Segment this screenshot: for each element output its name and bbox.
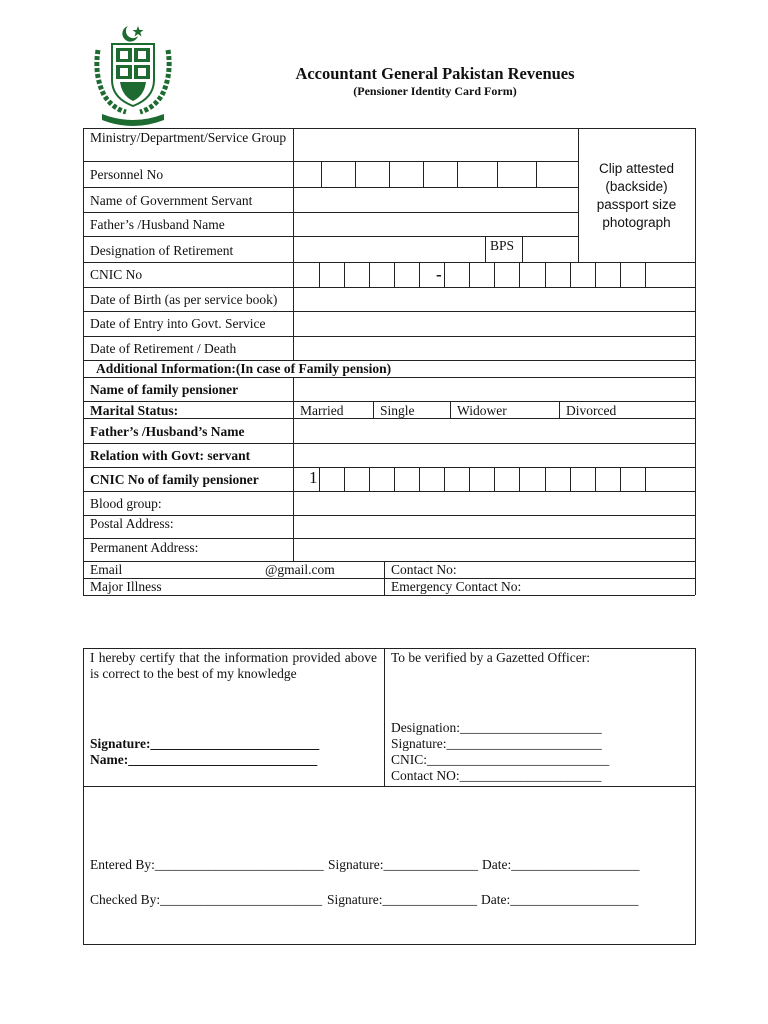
entered-date: Date:___________________	[482, 857, 640, 872]
contact-no-label: Contact No:	[391, 562, 457, 577]
postal-address-label: Postal Address:	[90, 516, 174, 531]
major-illness-label: Major Illness	[90, 579, 162, 594]
government-servant-name-label: Name of Government Servant	[90, 193, 253, 208]
checked-signature: Signature:______________	[327, 892, 477, 907]
bps-label: BPS	[490, 238, 515, 253]
ministry-label: Ministry/Department/Service Group	[90, 130, 287, 145]
officer-signature: Signature:_______________________	[391, 736, 602, 751]
personnel-no-label: Personnel No	[90, 167, 164, 182]
cnic-dash: -	[436, 265, 442, 284]
marital-option-single: Single	[380, 403, 415, 418]
family-cnic-label: CNIC No of family pensioner	[90, 472, 259, 487]
verify-heading: To be verified by a Gazetted Officer:	[391, 650, 590, 665]
officer-designation: Designation:_____________________	[391, 720, 602, 735]
officer-contact: Contact NO:_____________________	[391, 768, 602, 783]
photo-placeholder: Clip attested (backside) passport size photograph	[596, 161, 677, 230]
pakistan-state-emblem-icon	[90, 20, 176, 132]
marital-status-label: Marital Status:	[90, 403, 179, 418]
email-domain: @gmail.com	[265, 562, 335, 577]
permanent-address-label: Permanent Address:	[90, 540, 199, 555]
entered-signature: Signature:______________	[328, 857, 478, 872]
father-husband-name-label: Father’s /Husband Name	[90, 217, 225, 232]
marital-option-divorced: Divorced	[566, 403, 617, 418]
family-pension-heading: Additional Information:(In case of Family pension)	[96, 361, 392, 376]
checked-date: Date:___________________	[481, 892, 639, 907]
cnic-label: CNIC No	[90, 267, 143, 282]
certify-name: Name:____________________________	[90, 752, 318, 767]
page-title: Accountant General Pakistan Revenues	[295, 64, 575, 83]
family-father-husband-label: Father’s /Husband’s Name	[90, 424, 245, 439]
relation-label: Relation with Govt: servant	[90, 448, 251, 463]
family-cnic-first-digit: 1	[309, 468, 318, 487]
page-subtitle: (Pensioner Identity Card Form)	[353, 84, 517, 98]
blood-group-label: Blood group:	[90, 496, 162, 511]
family-pensioner-name-label: Name of family pensioner	[90, 382, 239, 397]
checked-by: Checked By:________________________	[90, 892, 323, 907]
email-label: Email	[90, 562, 123, 577]
date-of-birth-label: Date of Birth (as per service book)	[90, 292, 278, 307]
marital-option-married: Married	[300, 403, 344, 418]
certify-signature: Signature:_________________________	[90, 736, 320, 751]
date-of-retirement-label: Date of Retirement / Death	[90, 341, 237, 356]
marital-option-widower: Widower	[457, 403, 507, 418]
date-of-entry-label: Date of Entry into Govt. Service	[90, 316, 266, 331]
emergency-contact-label: Emergency Contact No:	[391, 579, 522, 594]
certify-statement: I hereby certify that the information provided above is correct to the best of my knowledge	[90, 650, 377, 681]
officer-cnic: CNIC:___________________________	[391, 752, 610, 767]
entered-by: Entered By:_________________________	[90, 857, 324, 872]
designation-label: Designation of Retirement	[90, 243, 234, 258]
